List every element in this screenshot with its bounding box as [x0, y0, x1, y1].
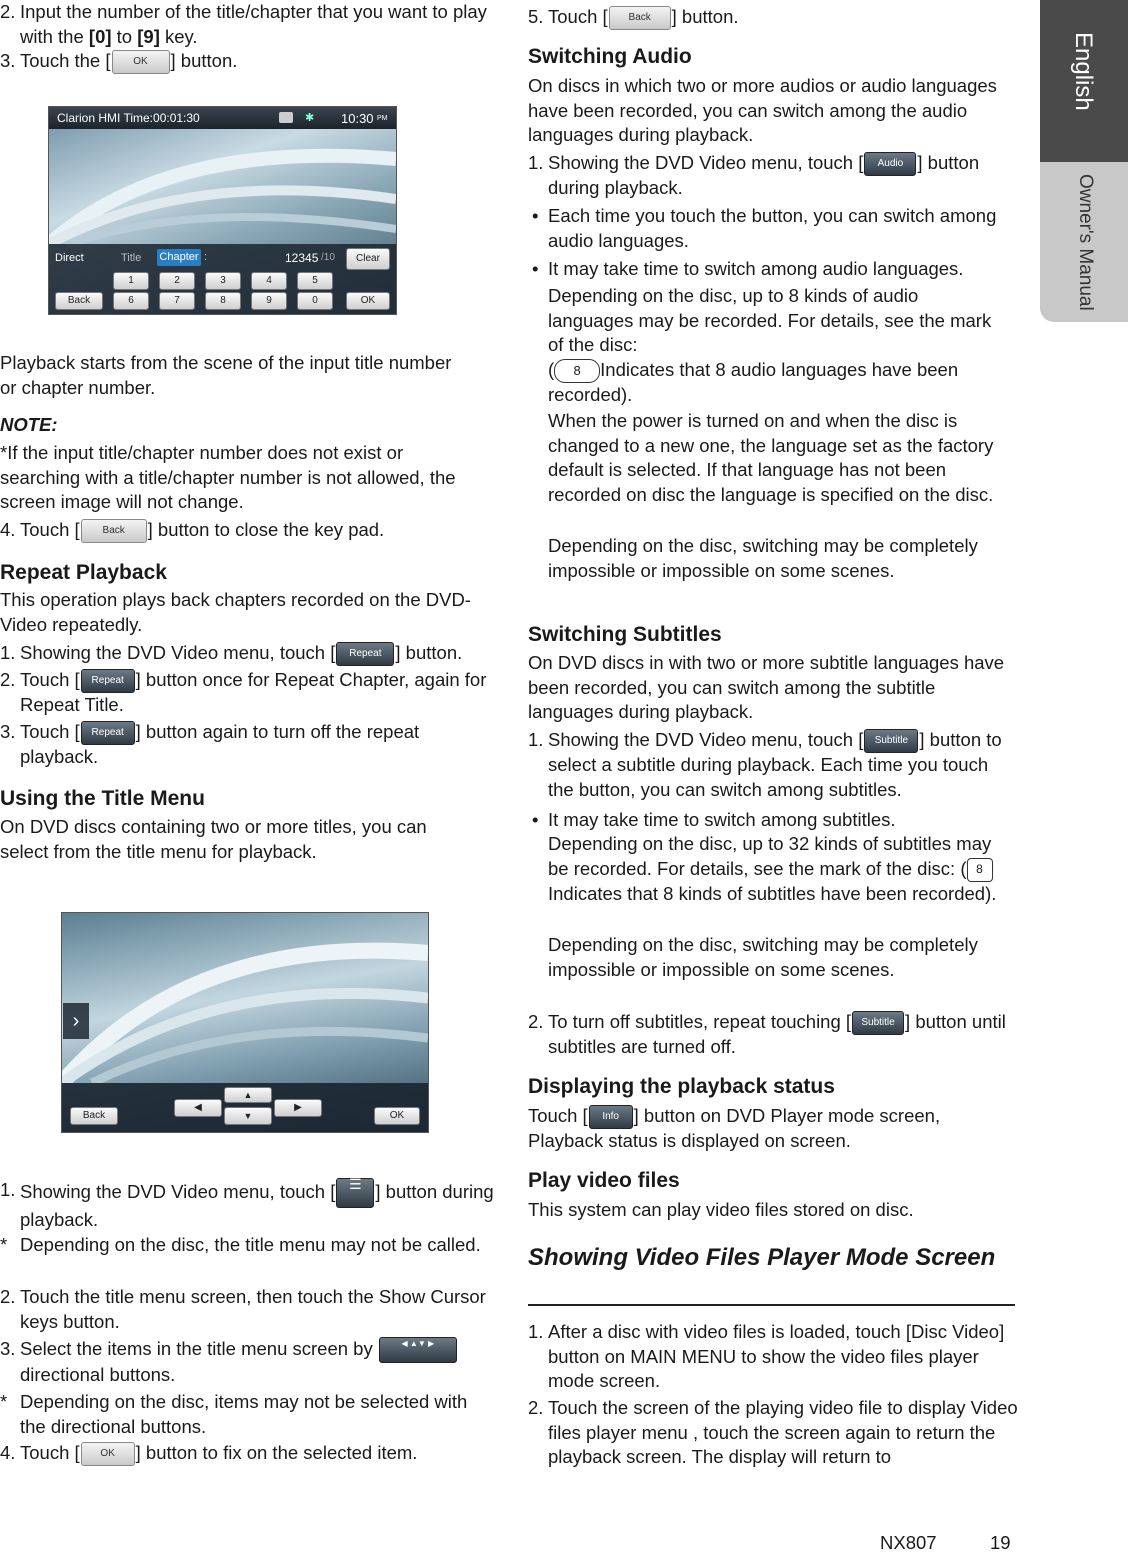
subtitle-mark-icon: 8 — [967, 858, 993, 882]
bluetooth-icon: ✱ — [305, 112, 315, 124]
key-7[interactable]: 7 — [159, 292, 195, 310]
media-icon — [279, 112, 293, 123]
ok-button-icon: OK — [112, 50, 170, 74]
repeat-heading: Repeat Playback — [0, 561, 167, 584]
title-tab[interactable]: Title — [121, 252, 142, 264]
mode-step-1: 1. After a disc with video files is loaded, touch [Disc Video] button on MAIN MENU to show the video files player mode screen. — [528, 1321, 1005, 1391]
audio-step-1: 1. Showing the DVD Video menu, touch [ Audio ] button during playback. — [528, 152, 980, 199]
bullet-icon: • — [532, 258, 539, 279]
step-3: 3. Touch the [ OK ] button. — [0, 49, 495, 74]
step-2: 2. Input the number of the title/chapter that you want to play with the [0] to [9] key. — [0, 1, 487, 47]
key-2[interactable]: 2 — [159, 272, 195, 290]
repeat-step-3: 3. Touch [ Repeat ] button again to turn off the repeat playback. — [0, 721, 420, 768]
ok-button-icon: OK — [81, 1442, 135, 1466]
keypad-panel: Direct Title Chapter : 12345 /10 Clear 1 2 3 4 5 Back 6 7 8 9 0 OK — [49, 244, 396, 314]
right-arrow-button[interactable]: ▶ — [274, 1099, 322, 1117]
heading-rule — [528, 1304, 1015, 1306]
audio-heading: Switching Audio — [528, 45, 692, 68]
note-text: *If the input title/chapter number does not exist or searching with a title/chapter number is not allowed, the screen image will not change. — [0, 442, 456, 512]
bullet-icon: • — [532, 205, 539, 226]
status-text: Touch [ Info ] button on DVD Player mode screen, Playback status is displayed on screen. — [528, 1105, 941, 1152]
status-heading: Displaying the playback status — [528, 1075, 835, 1098]
title-menu-heading: Using the Title Menu — [0, 787, 205, 810]
key-0[interactable]: 0 — [297, 292, 333, 310]
chapter-tab[interactable]: Chapter — [157, 249, 201, 266]
key-9[interactable]: 9 — [251, 292, 287, 310]
repeat-step-1: 1. Showing the DVD Video menu, touch [ Repeat ] button. — [0, 641, 495, 666]
note-label: NOTE: — [0, 414, 58, 435]
menu-note-2: * Depending on the disc, items may not be selected with the directional buttons. — [0, 1391, 468, 1437]
audio-intro: On discs in which two or more audios or audio languages have been recorded, you can switch among the audio languages during playback. — [528, 75, 997, 145]
back-button-icon: Back — [609, 6, 671, 30]
title-menu-screenshot — [61, 912, 429, 1133]
key-5[interactable]: 5 — [297, 272, 333, 290]
audio-bullet-1: • Each time you touch the button, you can switch among audio languages. — [532, 205, 997, 251]
files-text: This system can play video files stored on disc. — [528, 1199, 914, 1220]
ok-button[interactable]: OK — [374, 1107, 420, 1125]
subtitle-bullet-1: • It may take time to switch among subtitles. — [528, 808, 1018, 833]
step-5: 5. Touch [ Back ] button. — [528, 5, 1018, 30]
status-bar: Clarion HMI Time:00:01:30 ✱ 10:30 PM — [49, 107, 396, 129]
repeat-step-2: 2. Touch [ Repeat ] button once for Repeat Chapter, again for Repeat Title. — [0, 669, 487, 716]
subtitle-button-icon: Subtitle — [852, 1011, 904, 1035]
show-cursor-keys-button[interactable]: › — [63, 1003, 89, 1039]
repeat-button-icon: Repeat — [81, 669, 135, 693]
subtitle-step-1: 1. Showing the DVD Video menu, touch [ Subtitle ] button to select a subtitle during playback. Each time you touch the button, you can switch among subtitles. — [528, 729, 1002, 800]
direct-search-screenshot — [48, 106, 397, 315]
menu-step-4: 4. Touch [ OK ] button to fix on the selected item. — [0, 1441, 495, 1466]
mode-step-2: 2. Touch the screen of the playing video file to display Video files player menu , touch the screen again to return the playback screen. The display will return to — [528, 1397, 1018, 1467]
back-button-icon: Back — [81, 519, 147, 543]
subtitle-intro: On DVD discs in with two or more subtitle languages have been recorded, you can switch among the subtitle languages during playback. — [528, 652, 1005, 722]
step-number: 2. — [0, 1, 16, 22]
video-frame — [49, 129, 396, 244]
audio-para-2: When the power is turned on and when the disc is changed to a new one, the language set as the factory default is selected. If that language has not been recorded on disc the language is specified on the disc. — [548, 410, 994, 505]
audio-languages-mark-icon: 8 — [554, 359, 600, 383]
menu-step-2: 2. Touch the title menu screen, then touch the Show Cursor keys button. — [0, 1286, 486, 1332]
title-menu-intro: On DVD discs containing two or more titles, you can select from the title menu for playback. — [0, 816, 427, 862]
menu-note-1: * Depending on the disc, the title menu may not be called. — [0, 1234, 481, 1255]
input-value: 12345 — [285, 251, 319, 265]
info-button-icon: Info — [589, 1105, 633, 1129]
menu-button-icon: ☰ — [336, 1178, 374, 1208]
repeat-button-icon: Repeat — [81, 721, 135, 745]
key-1[interactable]: 1 — [113, 272, 149, 290]
left-arrow-button[interactable]: ◀ — [174, 1099, 222, 1117]
manual-tab: Owner's Manual — [1040, 162, 1128, 322]
ok-button[interactable]: OK — [346, 292, 390, 310]
repeat-intro: This operation plays back chapters recorded on the DVD-Video repeatedly. — [0, 589, 471, 635]
key-3[interactable]: 3 — [205, 272, 241, 290]
subtitle-step-2: 2. To turn off subtitles, repeat touching [ Subtitle ] button until subtitles are turned off. — [528, 1011, 1006, 1058]
up-arrow-button[interactable]: ▲ — [224, 1087, 272, 1103]
subtitle-para-1: Depending on the disc, up to 32 kinds of subtitles may be recorded. For details, see the mark of the disc: ( 8Indicates that 8 kinds of subtitles have been recorded). — [548, 833, 997, 904]
key-8[interactable]: 8 — [205, 292, 241, 310]
files-heading: Play video files — [528, 1169, 680, 1192]
audio-para-1: Depending on the disc, up to 8 kinds of audio languages may be recorded. For details, see the mark of the disc: ( 8 Indicates that 8 audio languages have been recorded). — [548, 285, 992, 405]
audio-button-icon: Audio — [864, 152, 916, 176]
subtitle-para-2: Depending on the disc, switching may be completely impossible or impossible on some scenes. — [548, 934, 978, 980]
subtitle-button-icon: Subtitle — [864, 729, 918, 753]
clear-button[interactable]: Clear — [346, 248, 390, 270]
language-tab: English — [1040, 0, 1128, 162]
menu-step-3: 3. Select the items in the title menu screen by ◀ ▲▼ ▶ directional buttons. — [0, 1337, 495, 1388]
repeat-button-icon: Repeat — [336, 642, 394, 666]
cursor-panel — [62, 1083, 428, 1132]
down-arrow-button[interactable]: ▼ — [224, 1107, 272, 1125]
subtitle-heading: Switching Subtitles — [528, 623, 722, 646]
page-number: 19 — [990, 1532, 1011, 1553]
key-6[interactable]: 6 — [113, 292, 149, 310]
back-button[interactable]: Back — [55, 292, 103, 310]
model-number: NX807 — [880, 1532, 937, 1553]
key-4[interactable]: 4 — [251, 272, 287, 290]
step-4: 4. Touch [ Back ] button to close the key pad. — [0, 518, 495, 543]
directional-buttons-icon: ◀ ▲▼ ▶ — [379, 1337, 457, 1363]
mode-heading: Showing Video Files Player Mode Screen — [528, 1244, 996, 1271]
audio-bullet-2: • It may take time to switch among audio languages. — [528, 257, 1018, 282]
audio-para-3: Depending on the disc, switching may be completely impossible or impossible on some scenes. — [548, 535, 978, 581]
menu-step-1: 1. Showing the DVD Video menu, touch [ ☰ ] button during playback. — [0, 1176, 494, 1230]
playback-text: Playback starts from the scene of the input title number or chapter number. — [0, 352, 452, 398]
back-button[interactable]: Back — [70, 1107, 118, 1125]
video-frame — [62, 913, 428, 1083]
bullet-icon: • — [532, 809, 539, 830]
